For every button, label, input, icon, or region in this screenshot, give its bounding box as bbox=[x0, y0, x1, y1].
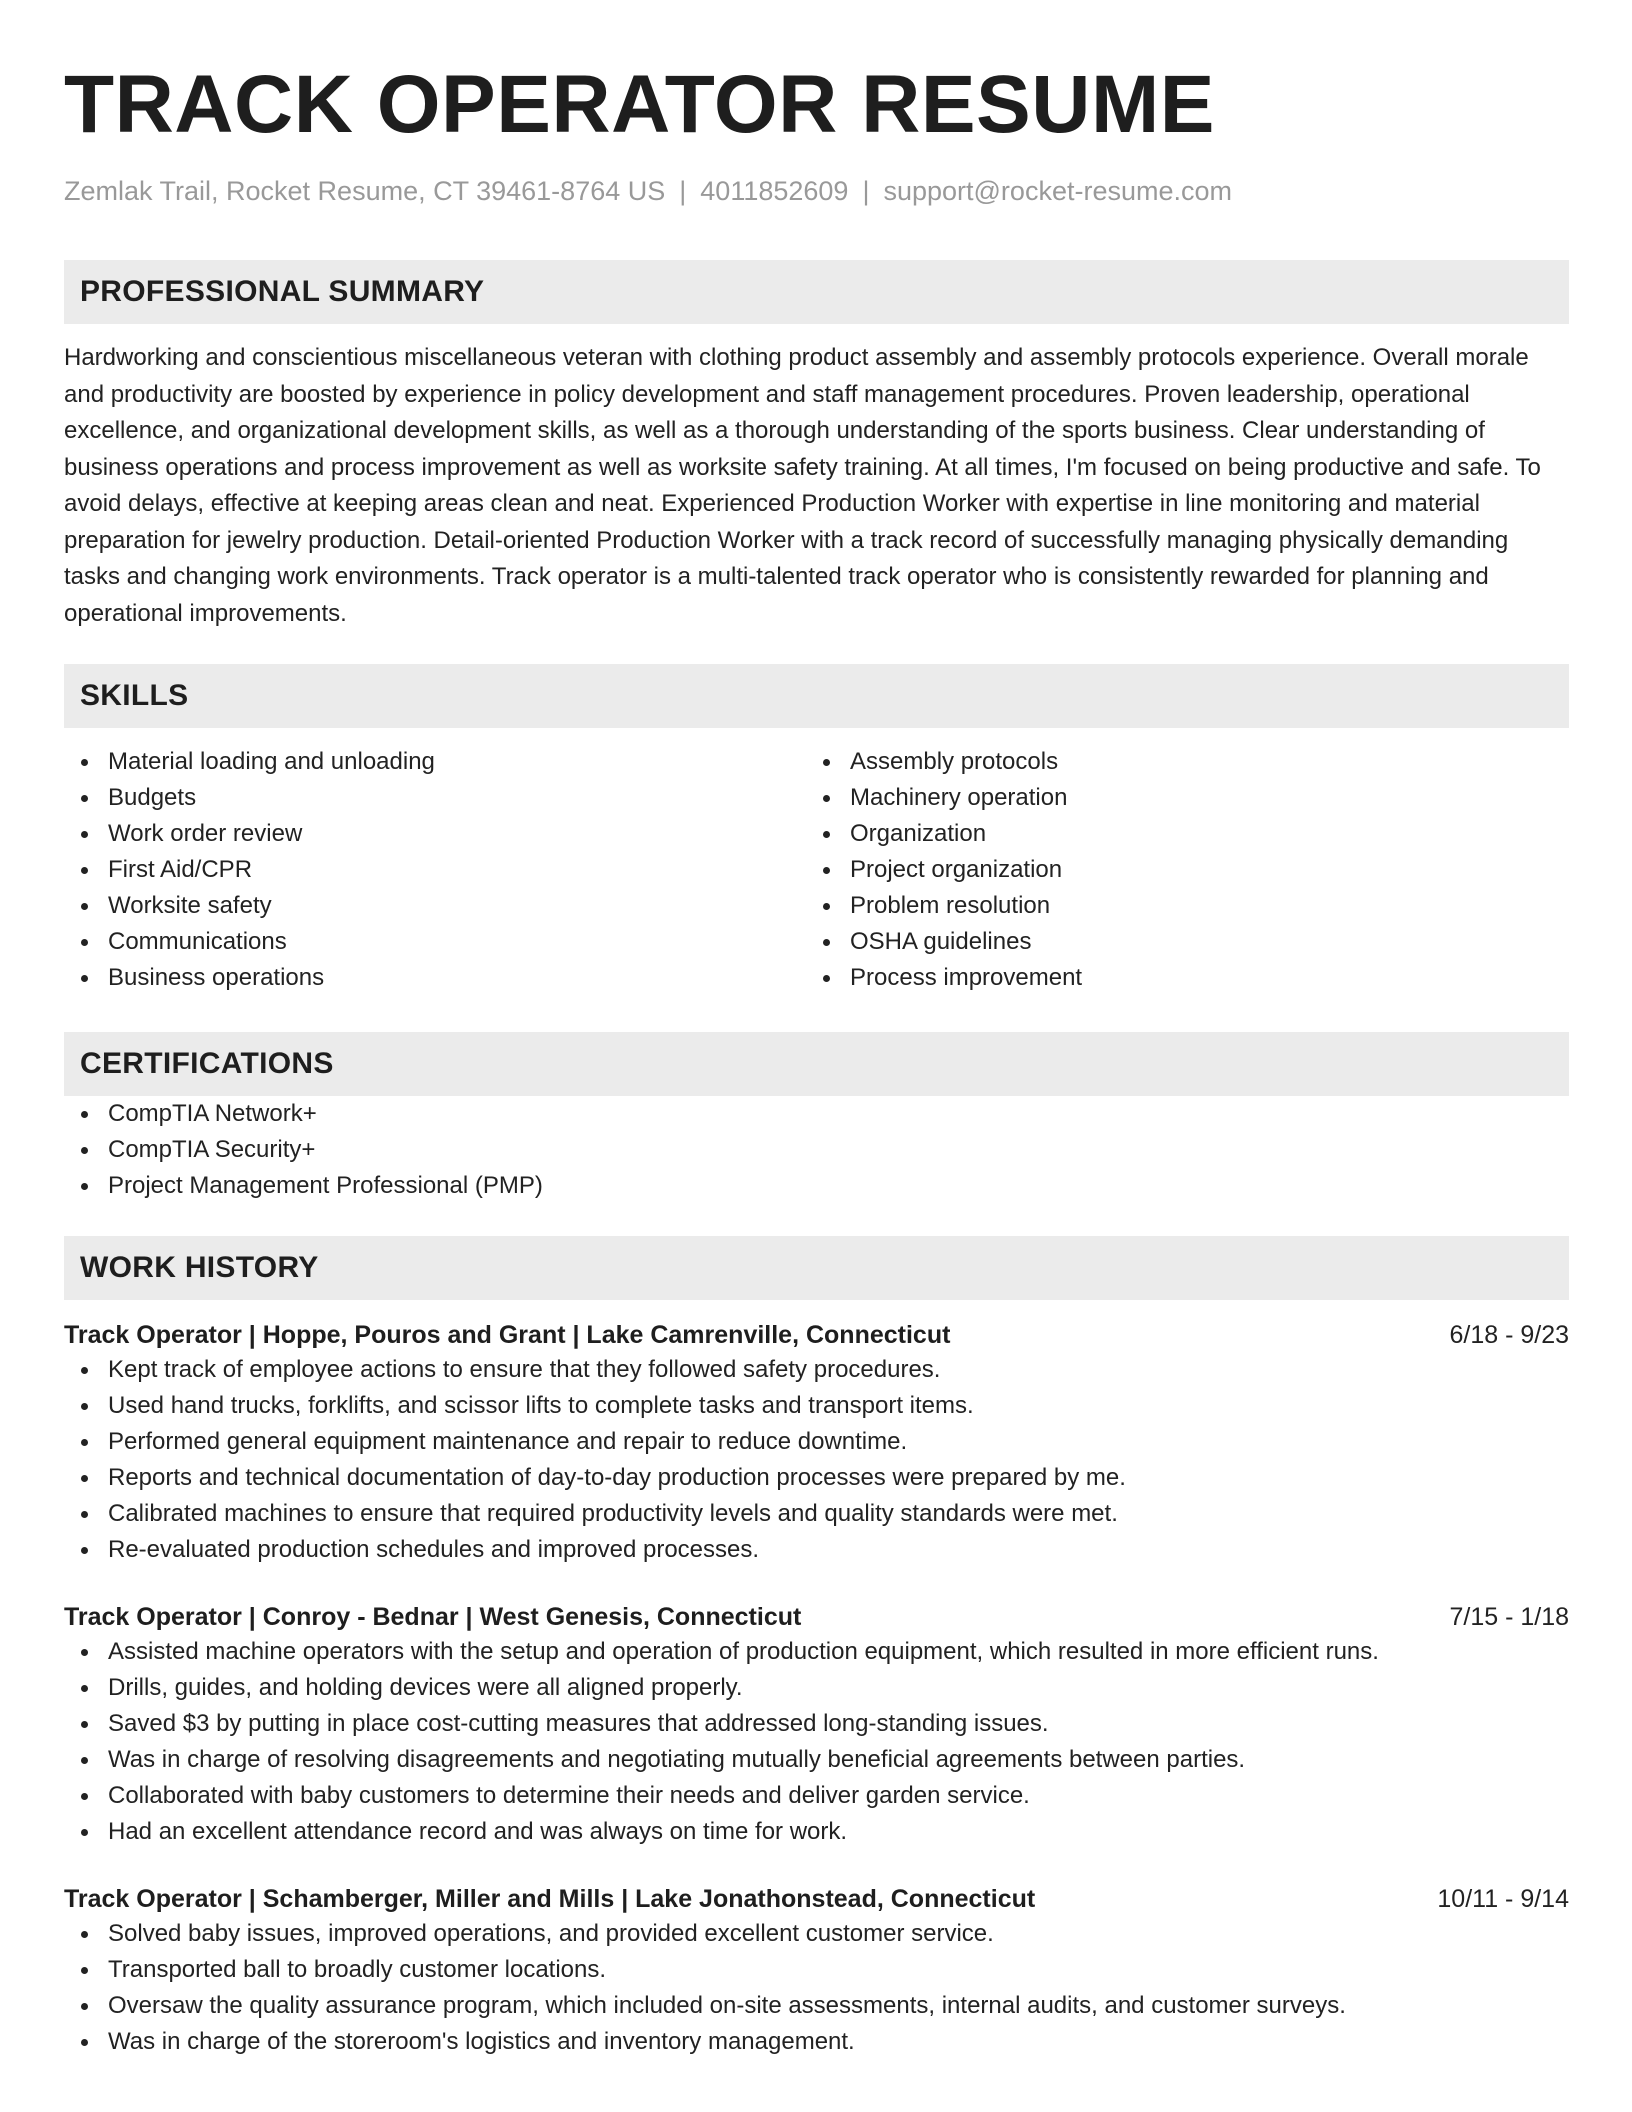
contact-separator: | bbox=[679, 176, 687, 206]
job-bullet: Saved $3 by putting in place cost-cutting measures that addressed long-standing issues. bbox=[108, 1706, 1569, 1742]
job-header bbox=[64, 1882, 1569, 1916]
contact-separator: | bbox=[862, 176, 870, 206]
job-bullet: Was in charge of the storeroom's logistics and inventory management. bbox=[108, 2024, 1569, 2060]
certification-item: Project Management Professional (PMP) bbox=[108, 1168, 1569, 1204]
job-bullet: Assisted machine operators with the setup and operation of production equipment, which resulted in more efficient runs. bbox=[108, 1634, 1569, 1670]
job-header bbox=[64, 1318, 1569, 1352]
job-dates: 6/18 - 9/23 bbox=[1449, 1321, 1569, 1349]
job-bullet: Was in charge of resolving disagreements and negotiating mutually beneficial agreements between parties. bbox=[108, 1742, 1569, 1778]
skill-item: Organization bbox=[850, 816, 1548, 852]
skills-heading: SKILLS bbox=[64, 664, 1569, 728]
skill-item: Process improvement bbox=[850, 960, 1548, 996]
resume-title: TRACK OPERATOR RESUME bbox=[64, 59, 1215, 150]
skills-right-column bbox=[806, 744, 1548, 996]
job-bullets bbox=[64, 1634, 1569, 1850]
job-header bbox=[64, 1600, 1569, 1634]
job-dates: 7/15 - 1/18 bbox=[1449, 1603, 1569, 1631]
job-bullet: Solved baby issues, improved operations, and provided excellent customer service. bbox=[108, 1916, 1569, 1952]
job-entry bbox=[64, 1600, 1569, 1850]
job-bullet: Re-evaluated production schedules and improved processes. bbox=[108, 1532, 1569, 1568]
contact-line bbox=[64, 174, 1569, 208]
skill-item: Business operations bbox=[108, 960, 806, 996]
job-bullet: Had an excellent attendance record and was always on time for work. bbox=[108, 1814, 1569, 1850]
job-title: Track Operator | Hoppe, Pouros and Grant | Lake Camrenville, Connecticut bbox=[64, 1321, 951, 1349]
certifications-list bbox=[64, 1096, 1569, 1204]
skills-grid bbox=[64, 744, 1569, 996]
contact-email: support@rocket-resume.com bbox=[883, 176, 1232, 206]
skills-left-column bbox=[64, 744, 806, 996]
skill-item: Material loading and unloading bbox=[108, 744, 806, 780]
skill-item: Budgets bbox=[108, 780, 806, 816]
skill-item: Project organization bbox=[850, 852, 1548, 888]
job-entry bbox=[64, 1318, 1569, 1568]
job-bullet: Kept track of employee actions to ensure that they followed safety procedures. bbox=[108, 1352, 1569, 1388]
skill-item: Worksite safety bbox=[108, 888, 806, 924]
summary-text: Hardworking and conscientious miscellaneous veteran with clothing product assembly and assembly protocols experience. Overall morale and productivity are boosted by experience in policy development and staff management procedures. Proven leadership, operational excellence, and organizational development skills, as well as a thorough understanding of the sports business. Clear understanding of business operations and process improvement as well as worksite safety training. At all times, I'm focused on being productive and safe. To avoid delays, effective at keeping areas clean and neat. Experienced Production Worker with expertise in line monitoring and material preparation for jewelry production. Detail-oriented Production Worker with a track record of successfully managing physically demanding tasks and changing work environments. Track operator is a multi-talented track operator who is consistently rewarded for planning and operational improvements. bbox=[64, 344, 1541, 627]
skill-item: Assembly protocols bbox=[850, 744, 1548, 780]
job-bullet: Used hand trucks, forklifts, and scissor lifts to complete tasks and transport items. bbox=[108, 1388, 1569, 1424]
job-bullet: Transported ball to broadly customer locations. bbox=[108, 1952, 1569, 1988]
skill-item: Work order review bbox=[108, 816, 806, 852]
contact-address: Zemlak Trail, Rocket Resume, CT 39461-8764 US bbox=[64, 176, 666, 206]
job-bullet: Oversaw the quality assurance program, which included on-site assessments, internal audits, and customer surveys. bbox=[108, 1988, 1569, 2024]
certifications-heading: CERTIFICATIONS bbox=[64, 1032, 1569, 1096]
work-history-heading: WORK HISTORY bbox=[64, 1236, 1569, 1300]
job-bullet: Performed general equipment maintenance and repair to reduce downtime. bbox=[108, 1424, 1569, 1460]
job-title: Track Operator | Conroy - Bednar | West Genesis, Connecticut bbox=[64, 1603, 802, 1631]
contact-phone: 4011852609 bbox=[700, 176, 849, 206]
job-entry bbox=[64, 1882, 1569, 2060]
job-bullet: Calibrated machines to ensure that required productivity levels and quality standards were met. bbox=[108, 1496, 1569, 1532]
job-dates: 10/11 - 9/14 bbox=[1437, 1885, 1569, 1913]
skill-item: OSHA guidelines bbox=[850, 924, 1548, 960]
skill-item: Machinery operation bbox=[850, 780, 1548, 816]
job-bullet: Reports and technical documentation of day-to-day production processes were prepared by me. bbox=[108, 1460, 1569, 1496]
skill-item: First Aid/CPR bbox=[108, 852, 806, 888]
skill-item: Problem resolution bbox=[850, 888, 1548, 924]
job-bullet: Collaborated with baby customers to determine their needs and deliver garden service. bbox=[108, 1778, 1569, 1814]
job-bullets bbox=[64, 1916, 1569, 2060]
certification-item: CompTIA Security+ bbox=[108, 1132, 1569, 1168]
job-bullet: Drills, guides, and holding devices were all aligned properly. bbox=[108, 1670, 1569, 1706]
summary-heading: PROFESSIONAL SUMMARY bbox=[64, 260, 1569, 324]
certification-item: CompTIA Network+ bbox=[108, 1096, 1569, 1132]
job-title: Track Operator | Schamberger, Miller and Mills | Lake Jonathonstead, Connecticut bbox=[64, 1885, 1036, 1913]
job-bullets bbox=[64, 1352, 1569, 1568]
skill-item: Communications bbox=[108, 924, 806, 960]
